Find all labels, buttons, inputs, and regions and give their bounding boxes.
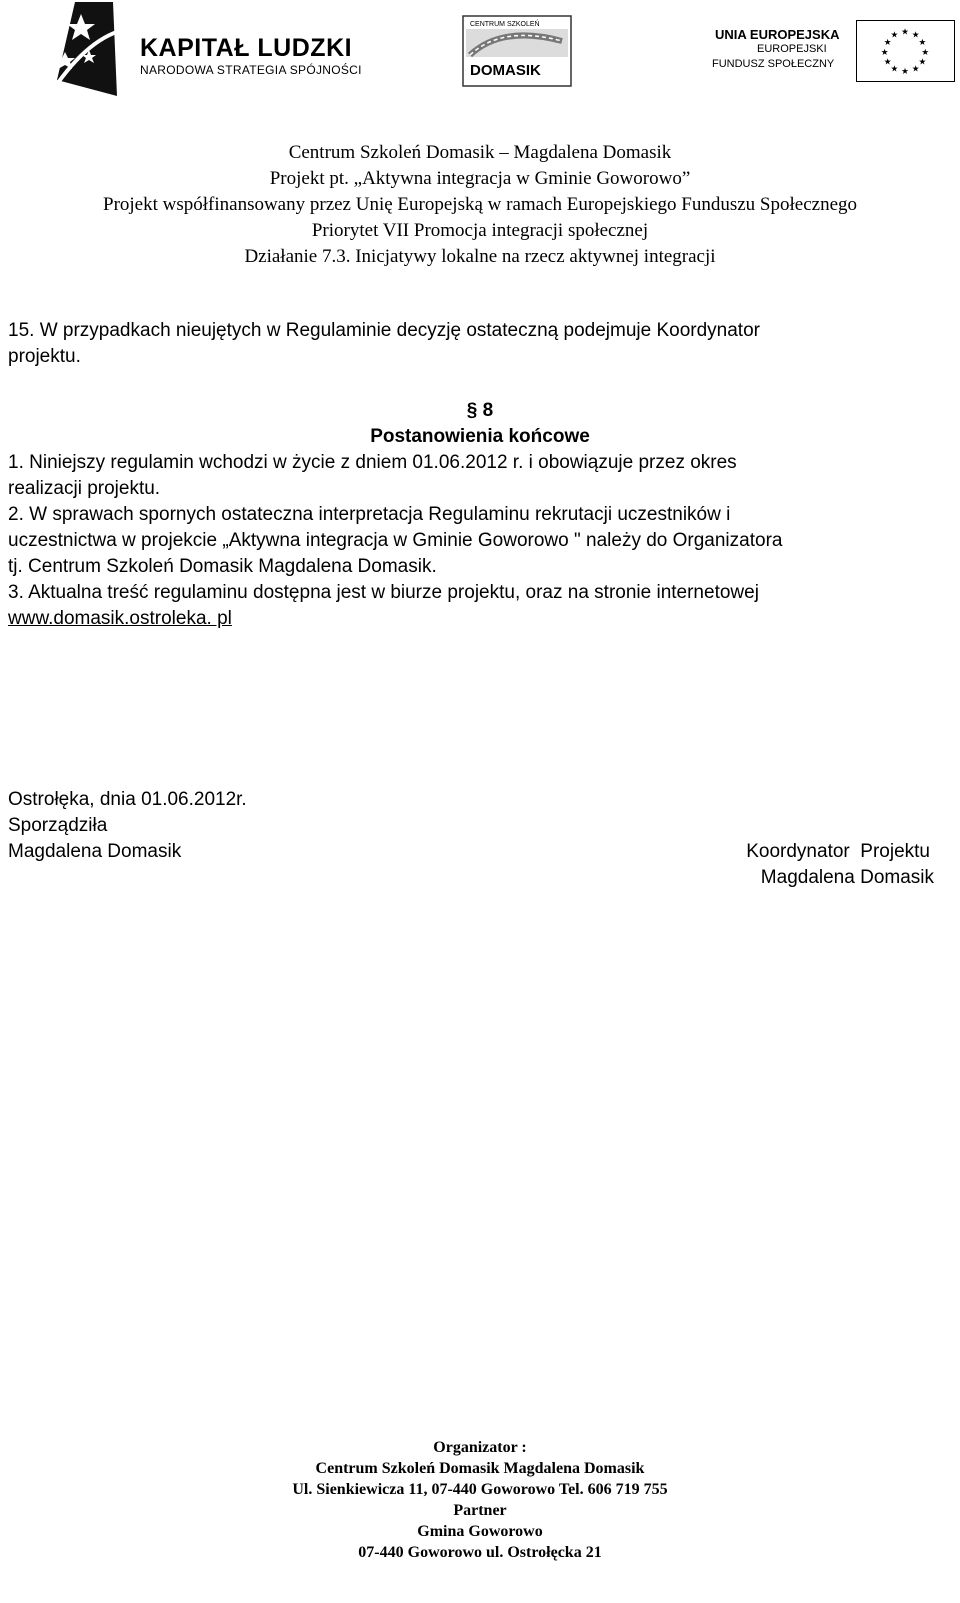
coordinator-title: Koordynator Projektu: [746, 841, 930, 862]
paragraph-1-line1: 1. Niniejszy regulamin wchodzi w życie z dniem 01.06.2012 r. i obowiązuje przez okres: [8, 452, 737, 473]
prepared-by-label: Sporządziła: [8, 815, 108, 836]
svg-text:★: ★: [883, 57, 892, 68]
header-line-action: Działanie 7.3. Inicjatywy lokalne na rzecz aktywnej integracji: [244, 246, 716, 267]
svg-text:★: ★: [880, 47, 889, 58]
section-title: Postanowienia końcowe: [370, 426, 590, 447]
paragraph-2-line2: uczestnictwa w projekcie „Aktywna integracja w Gminie Goworowo " należy do Organizatora: [8, 530, 783, 551]
header-line-priority: Priorytet VII Promocja integracji społecznej: [311, 220, 649, 241]
ue-logo-line3: FUNDUSZ SPOŁECZNY: [712, 58, 835, 70]
header-line-organizer: Centrum Szkoleń Domasik – Magdalena Domasik: [288, 142, 672, 163]
kapital-ludzki-title: KAPITAŁ LUDZKI: [140, 34, 353, 62]
document-footer: [0, 1437, 960, 1563]
svg-text:★: ★: [890, 30, 899, 41]
eu-flag-logo: [856, 20, 955, 82]
place-and-date: Ostrołęka, dnia 01.06.2012r.: [8, 789, 247, 810]
prepared-by-name: Magdalena Domasik: [8, 841, 182, 862]
kapital-ludzki-subtitle: NARODOWA STRATEGIA SPÓJNOŚCI: [140, 63, 362, 77]
document-header: [0, 140, 960, 270]
paragraph-2-line3: tj. Centrum Szkoleń Domasik Magdalena Domasik.: [8, 556, 437, 577]
header-line-project: Projekt pt. „Aktywna integracja w Gminie Goworowo”: [269, 168, 691, 189]
svg-text:★: ★: [890, 64, 899, 75]
ue-logo-line2: EUROPEJSKI: [757, 43, 827, 55]
header-line-cofinancing: Projekt współfinansowany przez Unię Europejską w ramach Europejskiego Funduszu Społecznego: [103, 194, 857, 215]
section-number: § 8: [466, 400, 494, 421]
footer-organizer-name: Centrum Szkoleń Domasik Magdalena Domasik: [315, 1460, 645, 1477]
svg-text:★: ★: [918, 38, 927, 49]
footer-partner-name: Gmina Goworowo: [417, 1523, 543, 1540]
ue-logo-line1: UNIA EUROPEJSKA: [715, 27, 840, 42]
footer-partner-label: Partner: [453, 1502, 507, 1519]
svg-text:★: ★: [921, 47, 930, 58]
project-website-link[interactable]: www.domasik.ostroleka. pl: [8, 608, 232, 629]
svg-text:★: ★: [883, 38, 892, 49]
paragraph-1-line2: realizacji projektu.: [8, 478, 161, 499]
footer-organizer-label: Organizator :: [433, 1439, 527, 1456]
domasik-logo-top-text: CENTRUM SZKOLEŃ: [470, 21, 540, 28]
paragraph-15-line1: 15. W przypadkach nieujętych w Regulaminie decyzję ostateczną podejmuje Koordynator: [8, 320, 760, 341]
paragraph-15-line2: projektu.: [8, 346, 81, 367]
domasik-logo-name: DOMASIK: [470, 62, 541, 79]
svg-text:★: ★: [901, 27, 909, 38]
svg-text:★: ★: [911, 64, 920, 75]
paragraph-3-line1: 3. Aktualna treść regulaminu dostępna jest w biurze projektu, oraz na stronie internetowej: [8, 582, 759, 603]
footer-partner-address: 07-440 Goworowo ul. Ostrołęcka 21: [358, 1544, 602, 1561]
svg-text:★: ★: [918, 57, 927, 68]
footer-organizer-address: Ul. Sienkiewicza 11, 07-440 Goworowo Tel. 606 719 755: [292, 1481, 668, 1498]
svg-text:★: ★: [911, 30, 920, 41]
paragraph-2-line1: 2. W sprawach spornych ostateczna interpretacja Regulaminu rekrutacji uczestników i: [8, 504, 731, 525]
svg-text:★: ★: [901, 67, 909, 78]
coordinator-name: Magdalena Domasik: [760, 867, 934, 888]
